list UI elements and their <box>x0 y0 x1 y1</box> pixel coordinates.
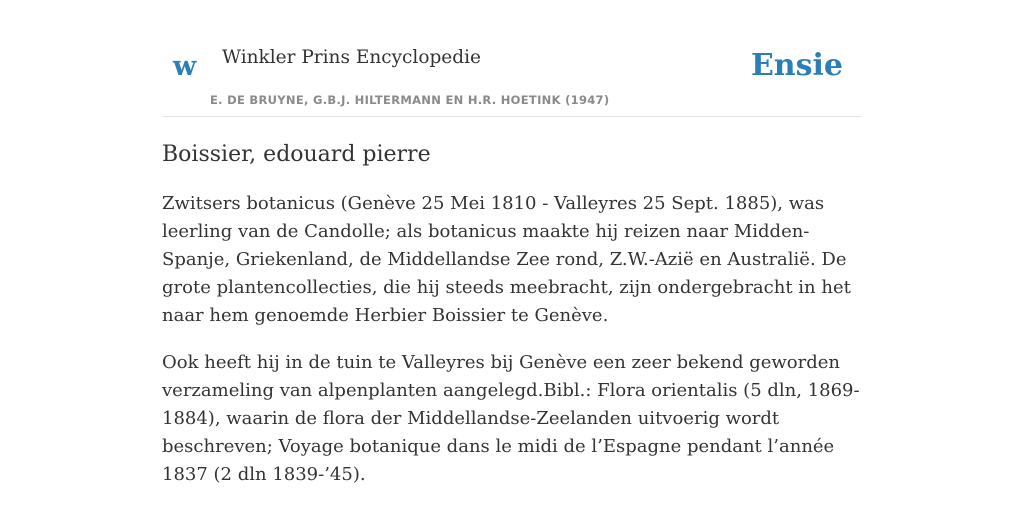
article-paragraph-1: Zwitsers botanicus (Genève 25 Mei 1810 - Valleyres 25 Sept. 1885), was leerling van de Candolle; als botanicus maakte hij reizen naar Midden-Spanje, Griekenland, de Middellandse Zee rond, Z.W.-Azië en Australië. De grote plantencollecties, die hij steeds meebracht, zijn ondergebracht in het naar hem genoemde Herbier Boissier te Genève. <box>162 192 851 326</box>
page-container <box>162 0 862 489</box>
article <box>162 141 862 489</box>
article-paragraph-2: Ook heeft hij in de tuin te Valleyres bij Genève een zeer bekend geworden verzameling van alpenplanten aangelegd.Bibl.: Flora orientalis (5 dln, 1869-1884), waarin de flora der Middellandse-Zeelanden uitvoerig wordt beschreven; Voyage botanique dans le midi de l’Espagne pendant l’année 1837 (2 dln 1839-’45). <box>162 351 860 485</box>
brand-logo[interactable]: Ensie <box>750 48 843 83</box>
article-title: Boissier, edouard pierre <box>162 142 431 167</box>
site-header <box>162 0 862 117</box>
site-title[interactable]: Winkler Prins Encyclopedie <box>222 47 481 68</box>
site-subtitle: E. DE BRUYNE, G.B.J. HILTERMANN EN H.R. HOETINK (1947) <box>210 93 610 107</box>
site-logo[interactable]: w <box>173 51 197 82</box>
